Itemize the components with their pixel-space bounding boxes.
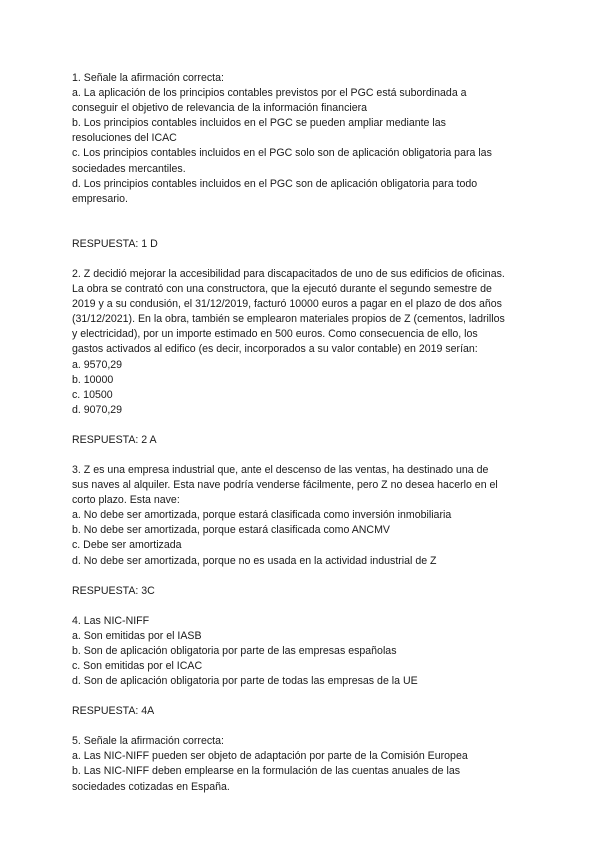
question-4-option-d: d. Son de aplicación obligatoria por parte de todas las empresas de la UE (72, 675, 418, 688)
question-2-stem: 2. Z decidió mejorar la accesibilidad para discapacitados de uno de sus edificios de oficinas. (72, 267, 505, 280)
question-5-option-b: b. Las NIC-NIFF deben emplearse en la formulación de las cuentas anuales de las (72, 765, 461, 778)
question-2-stem-line: (31/12/2021). En la obra, también se emplearon materiales propios de Z (cementos, ladrillos (72, 313, 505, 326)
question-2 (72, 267, 532, 418)
answer-3: RESPUESTA: 3C (72, 584, 155, 597)
question-4-option-a: a. Son emitidas por el IASB (72, 629, 202, 642)
question-3 (72, 463, 532, 569)
question-2-stem-line: gastos activados al edifico (es decir, incorporados a su valor contable) en 2019 serían: (72, 343, 478, 356)
document-content (72, 71, 532, 795)
question-1 (72, 71, 532, 207)
question-2-stem-line: 2019 y a su condusión, el 31/12/2019, facturó 10000 euros a pagar en el plazo de dos años (72, 298, 502, 311)
question-3-stem-line: sus naves al alquiler. Esta nave podría venderse fácilmente, pero Z no desea hacerlo en el (72, 479, 498, 492)
question-4-stem: 4. Las NIC-NIFF (72, 614, 150, 627)
question-2-option-a: a. 9570,29 (72, 358, 123, 371)
question-1-option-c: c. Los principios contables incluidos en el PGC solo son de aplicación obligatoria para las (72, 147, 492, 160)
question-2-option-b: b. 10000 (72, 373, 114, 386)
question-1-option-d: d. Los principios contables incluidos en el PGC son de aplicación obligatoria para todo (72, 177, 478, 190)
question-5 (72, 734, 532, 794)
question-1-option-a: a. La aplicación de los principios contables previstos por el PGC está subordinada a (72, 87, 467, 100)
question-2-stem-line: La obra se contrató con una constructora, que la ejecutó durante el segundo semestre de (72, 283, 492, 296)
question-3-option-c: c. Debe ser amortizada (72, 539, 182, 552)
question-3-option-a: a. No debe ser amortizada, porque estará clasificada como inversión inmobiliaria (72, 509, 452, 522)
question-2-option-c: c. 10500 (72, 388, 113, 401)
question-2-stem-line: y electricidad), por un importe estimado en 500 euros. Como consecuencia de ello, los (72, 328, 478, 341)
answer-1: RESPUESTA: 1 D (72, 237, 158, 250)
question-5-option-b-cont: sociedades cotizadas en España. (72, 780, 230, 793)
question-1-option-b: b. Los principios contables incluidos en el PGC se pueden ampliar mediante las (72, 117, 446, 130)
question-1-option-d-cont: empresario. (72, 192, 128, 205)
question-4 (72, 614, 532, 689)
question-5-option-a: a. Las NIC-NIFF pueden ser objeto de adaptación por parte de la Comisión Europea (72, 750, 468, 763)
question-4-option-b: b. Son de aplicación obligatoria por parte de las empresas españolas (72, 644, 397, 657)
question-3-option-b: b. No debe ser amortizada, porque estará clasificada como ANCMV (72, 524, 390, 537)
question-1-option-a-cont: conseguir el objetivo de relevancia de la información financiera (72, 102, 368, 115)
question-3-stem-line: corto plazo. Esta nave: (72, 494, 180, 507)
question-5-stem: 5. Señale la afirmación correcta: (72, 735, 224, 748)
question-3-stem: 3. Z es una empresa industrial que, ante el descenso de las ventas, ha destinado una de (72, 463, 489, 476)
question-4-option-c: c. Son emitidas por el ICAC (72, 660, 203, 672)
question-1-stem: 1. Señale la afirmación correcta: (72, 72, 224, 84)
answer-4: RESPUESTA: 4A (72, 705, 155, 718)
question-2-option-d: d. 9070,29 (72, 403, 123, 416)
question-1-option-b-cont: resoluciones del ICAC (72, 132, 177, 145)
question-1-option-c-cont: sociedades mercantiles. (72, 162, 186, 175)
answer-2: RESPUESTA: 2 A (72, 433, 157, 446)
question-3-option-d: d. No debe ser amortizada, porque no es usada en la actividad industrial de Z (72, 554, 437, 567)
